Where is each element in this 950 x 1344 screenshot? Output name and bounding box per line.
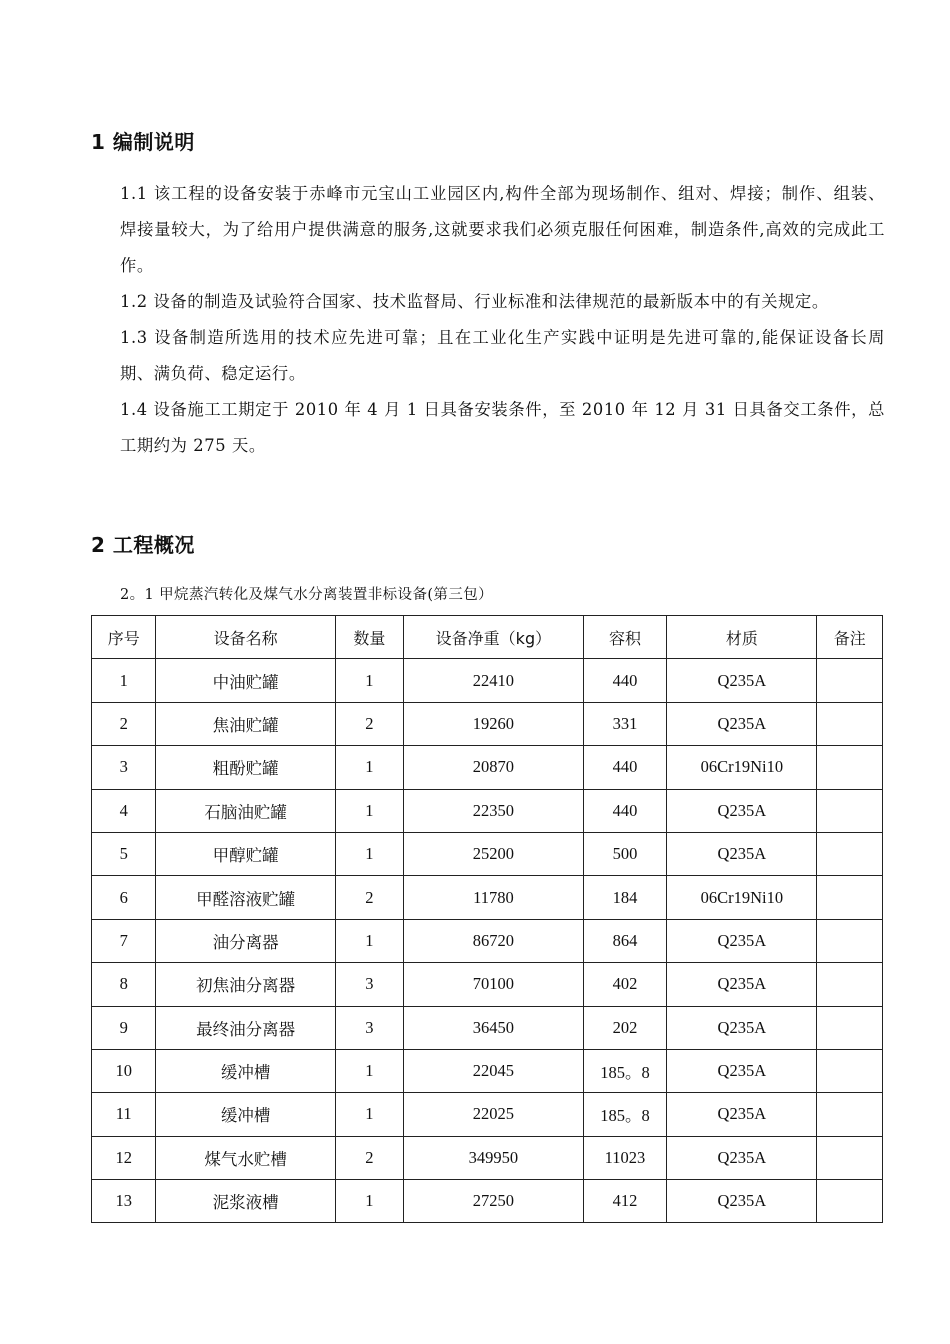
cell-remarks [817,789,883,832]
cell-net-weight: 86720 [404,919,584,962]
cell-quantity: 2 [335,876,403,919]
cell-volume: 864 [583,919,667,962]
paragraph-1-2: 1.2 设备的制造及试验符合国家、技术监督局、行业标准和法律规范的最新版本中的有关规定。 [120,292,829,311]
table-row [92,789,883,832]
cell-net-weight: 25200 [404,832,584,875]
cell-net-weight: 22025 [404,1093,584,1136]
cell-remarks [817,746,883,789]
cell-material: Q235A [667,789,817,832]
cell-quantity: 1 [335,789,403,832]
cell-index: 1 [92,659,156,702]
cell-equipment-name: 甲醇贮罐 [156,832,335,875]
cell-volume: 11023 [583,1136,667,1179]
cell-index: 2 [92,702,156,745]
cell-index: 11 [92,1093,156,1136]
table-row [92,1006,883,1049]
cell-quantity: 1 [335,1049,403,1092]
cell-quantity: 1 [335,919,403,962]
table-header-row [92,616,883,659]
cell-equipment-name: 缓冲槽 [156,1049,335,1092]
cell-index: 4 [92,789,156,832]
cell-material: Q235A [667,1093,817,1136]
cell-quantity: 1 [335,1180,403,1223]
cell-volume: 331 [583,702,667,745]
cell-equipment-name: 甲醛溶液贮罐 [156,876,335,919]
table-row [92,1049,883,1092]
cell-material: 06Cr19Ni10 [667,746,817,789]
cell-index: 5 [92,832,156,875]
cell-material: Q235A [667,1049,817,1092]
cell-remarks [817,1093,883,1136]
cell-net-weight: 22410 [404,659,584,702]
cell-equipment-name: 油分离器 [156,919,335,962]
cell-equipment-name: 缓冲槽 [156,1093,335,1136]
cell-material: Q235A [667,702,817,745]
table-row [92,746,883,789]
cell-material: Q235A [667,1006,817,1049]
cell-material: Q235A [667,1180,817,1223]
section-1-heading: 1 编制说明 [91,130,195,154]
cell-quantity: 3 [335,963,403,1006]
cell-net-weight: 70100 [404,963,584,1006]
cell-net-weight: 20870 [404,746,584,789]
cell-remarks [817,1006,883,1049]
cell-remarks [817,702,883,745]
cell-quantity: 2 [335,1136,403,1179]
table-row [92,702,883,745]
cell-net-weight: 19260 [404,702,584,745]
cell-index: 10 [92,1049,156,1092]
header-volume: 容积 [583,616,667,659]
table-row [92,963,883,1006]
cell-index: 9 [92,1006,156,1049]
cell-volume: 440 [583,789,667,832]
cell-net-weight: 27250 [404,1180,584,1223]
cell-volume: 500 [583,832,667,875]
table-row [92,832,883,875]
cell-equipment-name: 石脑油贮罐 [156,789,335,832]
table-row [92,1093,883,1136]
cell-remarks [817,876,883,919]
table-row [92,876,883,919]
table-row [92,1136,883,1179]
header-material: 材质 [667,616,817,659]
cell-material: Q235A [667,659,817,702]
paragraph-1-3: 1.3 设备制造所选用的技术应先进可靠；且在工业化生产实践中证明是先进可靠的,能保证设备长周期、满负荷、稳定运行。 [120,328,885,383]
cell-material: Q235A [667,963,817,1006]
cell-material: Q235A [667,832,817,875]
header-net-weight: 设备净重（kg） [404,616,584,659]
section-2-heading: 2 工程概况 [91,533,195,557]
cell-equipment-name: 煤气水贮槽 [156,1136,335,1179]
cell-net-weight: 22045 [404,1049,584,1092]
cell-equipment-name: 初焦油分离器 [156,963,335,1006]
cell-remarks [817,1049,883,1092]
section-1-body [120,176,885,464]
cell-index: 13 [92,1180,156,1223]
cell-volume: 412 [583,1180,667,1223]
table-row [92,1180,883,1223]
cell-quantity: 1 [335,659,403,702]
cell-quantity: 1 [335,1093,403,1136]
cell-material: Q235A [667,1136,817,1179]
cell-index: 8 [92,963,156,1006]
cell-remarks [817,1180,883,1223]
cell-volume: 184 [583,876,667,919]
header-quantity: 数量 [335,616,403,659]
paragraph-1-4: 1.4 设备施工工期定于 2010 年 4 月 1 日具备安装条件，至 2010 年 12 月 31 日具备交工条件，总工期约为 275 天。 [120,400,885,455]
cell-equipment-name: 泥浆液槽 [156,1180,335,1223]
cell-quantity: 1 [335,832,403,875]
cell-equipment-name: 中油贮罐 [156,659,335,702]
cell-remarks [817,963,883,1006]
cell-quantity: 3 [335,1006,403,1049]
cell-index: 7 [92,919,156,962]
header-remarks: 备注 [817,616,883,659]
cell-remarks [817,659,883,702]
table-row [92,659,883,702]
cell-net-weight: 22350 [404,789,584,832]
cell-index: 3 [92,746,156,789]
cell-quantity: 1 [335,746,403,789]
cell-remarks [817,1136,883,1179]
cell-remarks [817,832,883,875]
cell-volume: 202 [583,1006,667,1049]
cell-remarks [817,919,883,962]
cell-material: Q235A [667,919,817,962]
header-index: 序号 [92,616,156,659]
cell-index: 12 [92,1136,156,1179]
cell-quantity: 2 [335,702,403,745]
cell-equipment-name: 粗酚贮罐 [156,746,335,789]
cell-equipment-name: 焦油贮罐 [156,702,335,745]
cell-volume: 402 [583,963,667,1006]
paragraph-1-1: 1.1 该工程的设备安装于赤峰市元宝山工业园区内,构件全部为现场制作、组对、焊接；制作、组装、焊接量较大，为了给用户提供满意的服务,这就要求我们必须克服任何困难，制造条件,高效的完成此工作。 [120,184,885,275]
equipment-table [91,615,883,1223]
cell-volume: 185。8 [583,1093,667,1136]
cell-volume: 440 [583,746,667,789]
table-row [92,919,883,962]
cell-equipment-name: 最终油分离器 [156,1006,335,1049]
cell-volume: 185。8 [583,1049,667,1092]
cell-net-weight: 349950 [404,1136,584,1179]
cell-index: 6 [92,876,156,919]
cell-net-weight: 36450 [404,1006,584,1049]
cell-material: 06Cr19Ni10 [667,876,817,919]
cell-net-weight: 11780 [404,876,584,919]
table-body [92,659,883,1223]
cell-volume: 440 [583,659,667,702]
header-equipment-name: 设备名称 [156,616,335,659]
table-caption: 2。1 甲烷蒸汽转化及煤气水分离装置非标设备(第三包） [120,587,494,603]
